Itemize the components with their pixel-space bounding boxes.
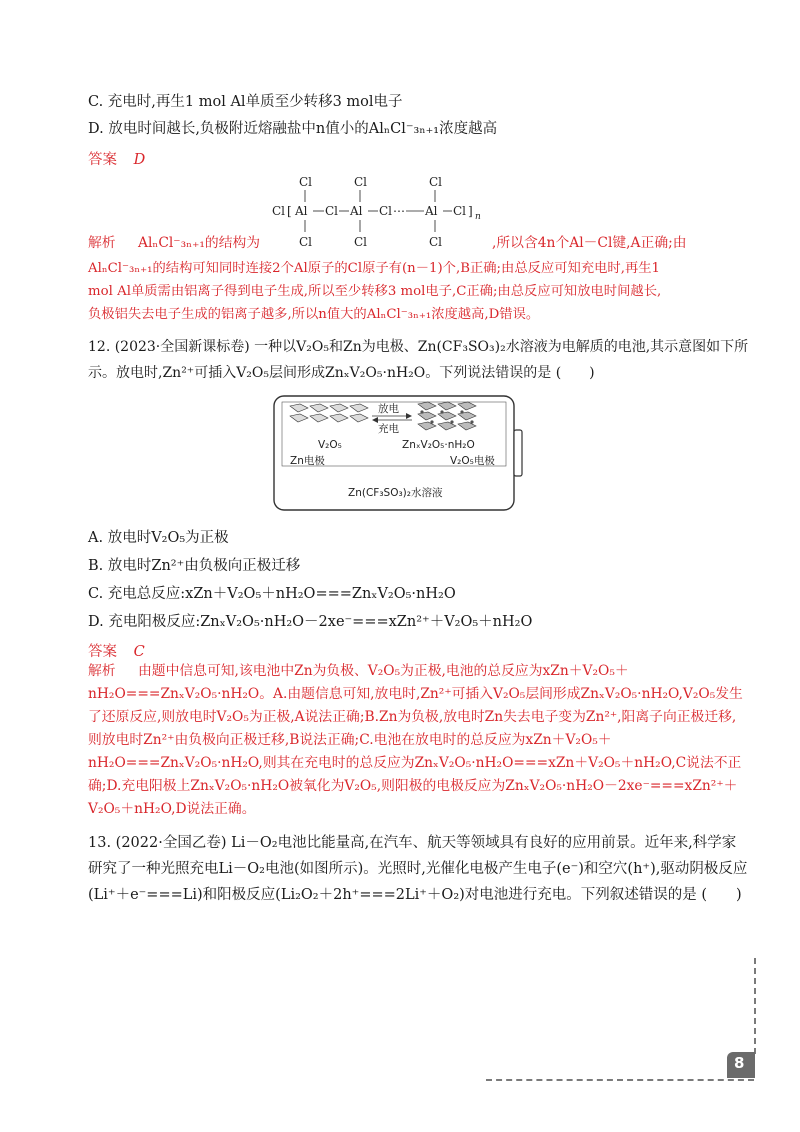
q12-explanation [88, 660, 748, 821]
struct-al-2: Al [350, 204, 363, 218]
struct-cl-top-1: Cl [299, 175, 313, 189]
struct-cl-left: Cl [272, 204, 286, 218]
svg-text:⋯: ⋯ [393, 204, 405, 218]
struct-subscript-n: n [475, 212, 481, 222]
struct-cl-mid-1: Cl [325, 204, 339, 218]
q12-stem-line2: 示。放电时,Zn²⁺可插入V₂O₅层间形成ZnₓV₂O₅·nH₂O。下列说法错误的是 ( ) [88, 365, 595, 381]
q12-option-a: A. 放电时V₂O₅为正极 [88, 530, 229, 546]
q11-expl-part3: AlₙCl⁻₃ₙ₊₁的结构可知同时连接2个Al原子的Cl原子有(n－1)个,B正确;由总反应可知充电时,再生1 [88, 261, 660, 276]
struct-al-1: Al [295, 204, 308, 218]
right-material-label: ZnₓV₂O₅·nH₂O [402, 439, 475, 451]
explanation-label: 解析 [88, 235, 116, 251]
answer-value: C [133, 644, 145, 660]
explanation-label: 解析 [88, 663, 116, 679]
q11-expl-part2: ,所以含4n个Al－Cl键,A正确;由 [492, 235, 687, 251]
q12-option-d: D. 充电阳极反应:ZnₓV₂O₅·nH₂O－2xe⁻===xZn²⁺＋V₂O₅＋nH₂O [88, 614, 533, 630]
zn-electrode-label: Zn电极 [290, 455, 325, 467]
page-corner-dash-horizontal [486, 1079, 754, 1081]
q12-stem-line1: 12. (2023·全国新课标卷) 一种以V₂O₅和Zn为电极、Zn(CF₃SO₃)₂水溶液为电解质的电池,其示意图如下所 [88, 339, 749, 355]
znv2o5-layer-icon [418, 402, 476, 430]
struct-cl-bottom-3: Cl [429, 235, 443, 249]
discharge-label: 放电 [378, 403, 399, 415]
q11-option-d: D. 放电时间越长,负极附近熔融盐中n值小的AlₙCl⁻₃ₙ₊₁浓度越高 [88, 121, 498, 137]
q11-expl-part1: AlₙCl⁻₃ₙ₊₁的结构为 [137, 235, 261, 251]
page-number: 8 [734, 1054, 745, 1072]
q13-stem: 13. (2022·全国乙卷) Li－O₂电池比能量高,在汽车、航天等领域具有良好的应用前景。近年来,科学家研究了一种光照充电Li－O₂电池(如图所示)。光照时,光催化电极产生电子(e⁻)和空穴(h⁺),驱动阴极反应(Li⁺＋e⁻===Li)和阳极反应(Li₂O₂＋2h⁺===2Li⁺＋O₂)对电池进行充电。下列叙述错误的是 ( ) [88, 835, 748, 903]
svg-text:]: ] [468, 204, 473, 218]
struct-cl-right: Cl [453, 204, 467, 218]
answer-label: 答案 [88, 152, 117, 168]
q11-expl-part4: mol Al单质需由铝离子得到电子生成,所以至少转移3 mol电子,C正确;由总反应可知放电时间越长, [88, 284, 662, 299]
page-corner-dash-vertical [754, 958, 756, 1054]
electrolyte-label: Zn(CF₃SO₃)₂水溶液 [348, 487, 443, 499]
svg-text:[: [ [287, 204, 292, 218]
answer-label: 答案 [88, 644, 117, 660]
v2o5-electrode-label: V₂O₅电极 [450, 455, 495, 467]
left-material-label: V₂O₅ [318, 439, 342, 451]
battery-schematic-figure [272, 392, 524, 514]
struct-cl-top-3: Cl [429, 175, 443, 189]
struct-cl-top-2: Cl [354, 175, 368, 189]
struct-al-3: Al [425, 204, 438, 218]
al-cl-structure-diagram [272, 172, 490, 252]
q11-expl-part5: 负极铝失去电子生成的铝离子越多,所以n值大的AlₙCl⁻₃ₙ₊₁浓度越高,D错误。 [88, 307, 540, 322]
q11-answer [88, 148, 145, 169]
charge-label: 充电 [378, 423, 399, 435]
q12-option-c: C. 充电总反应:xZn＋V₂O₅＋nH₂O===ZnₓV₂O₅·nH₂O [88, 586, 456, 602]
struct-cl-bottom-1: Cl [299, 235, 313, 249]
struct-cl-mid-2: Cl [379, 204, 393, 218]
answer-value: D [133, 152, 146, 168]
q11-option-c: C. 充电时,再生1 mol Al单质至少转移3 mol电子 [88, 94, 403, 110]
struct-cl-bottom-2: Cl [354, 235, 368, 249]
q12-answer [88, 640, 145, 661]
q12-explanation-text: 由题中信息可知,该电池中Zn为负极、V₂O₅为正极,电池的总反应为xZn＋V₂O₅＋nH₂O===ZnₓV₂O₅·nH₂O。A.由题信息可知,放电时,Zn²⁺可插入V₂O₅层间形成ZnₓV₂O₅·nH₂O,V₂O₅发生了还原反应,则放电时V₂O₅为正极,A说法正确;B.Zn为负极,放电时Zn失去电子变为Zn²⁺,阳离子向正极迁移,则放电时Zn²⁺由负极向正极迁移,B说法正确;C.电池在放电时的总反应为xZn＋V₂O₅＋nH₂O===ZnₓV₂O₅·nH₂O,则其在充电时的总反应为ZnₓV₂O₅·nH₂O===xZn＋V₂O₅＋nH₂O,C说法不正确;D.充电阳极上ZnₓV₂O₅·nH₂O被氧化为V₂O₅,则阳极的电极反应为ZnₓV₂O₅·nH₂O－2xe⁻===xZn²⁺＋V₂O₅＋nH₂O,D说法正确。 [88, 663, 743, 817]
q12-option-b: B. 放电时Zn²⁺由负极向正极迁移 [88, 558, 301, 574]
q11-explanation-line1 [88, 232, 278, 255]
